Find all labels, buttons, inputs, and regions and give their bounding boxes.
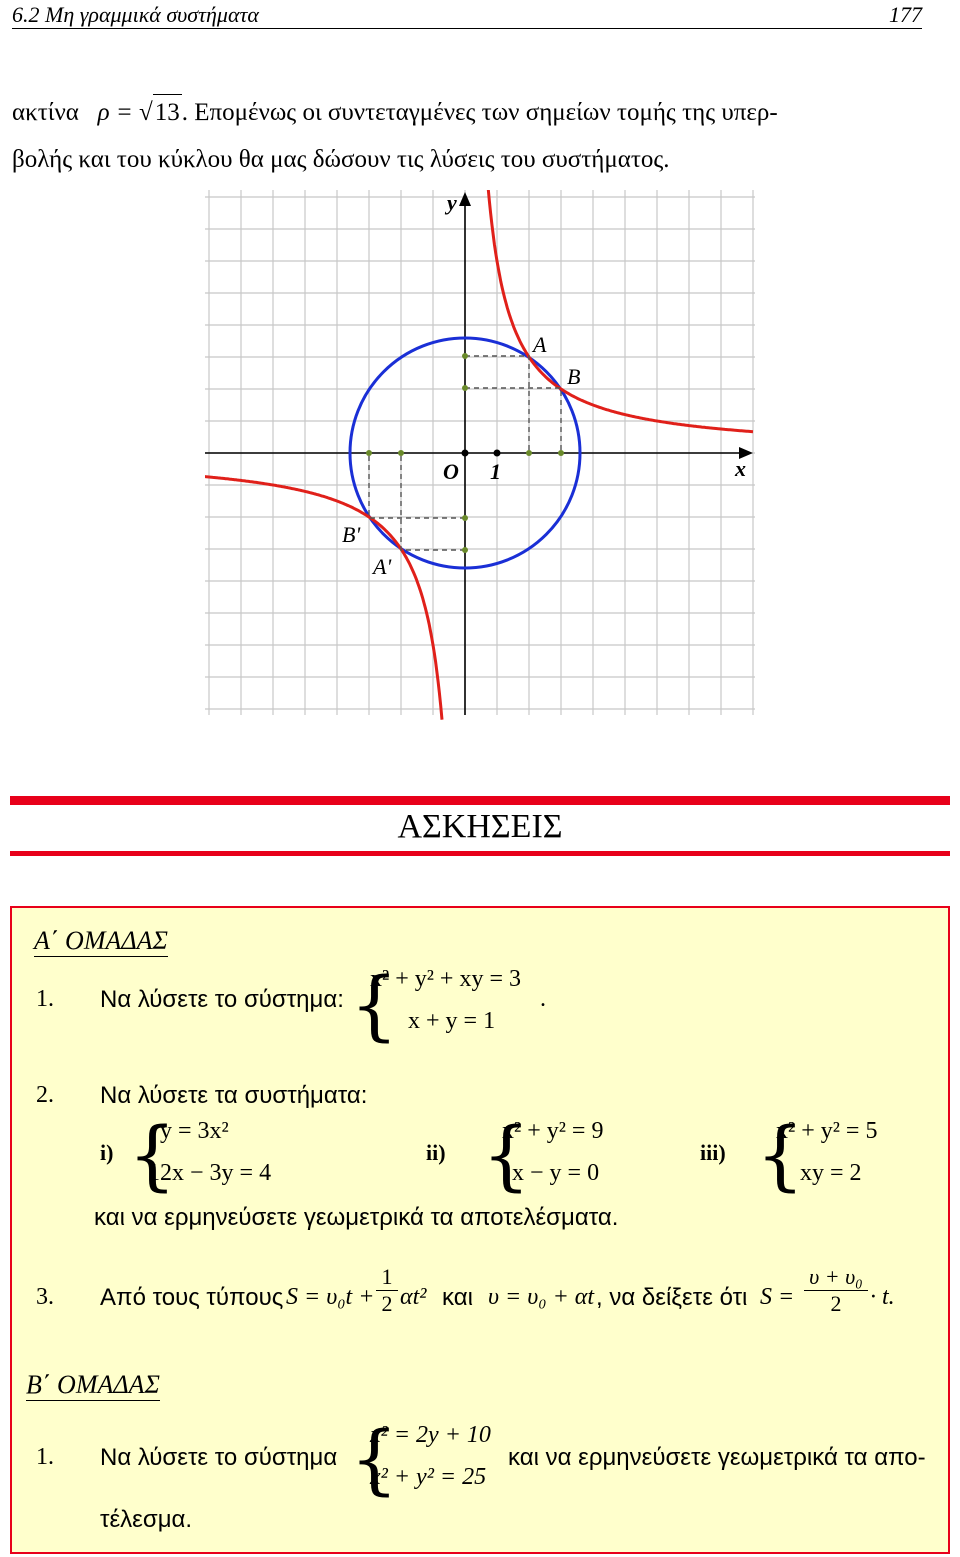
ex1-end: . [540,986,546,1012]
ex2-iii-eq2: xy = 2 [800,1160,862,1186]
b-ex1-number: 1. [36,1444,54,1470]
group-a-label: Α΄ ΟΜΑΔΑΣ [34,926,168,955]
intro-line-2: βολής και του κύκλου θα μας δώσουν τις λύσεις του συστήματος. [12,146,670,173]
exercises-title: ΑΣΚΗΣΕΙΣ [397,808,563,845]
ex2-iii-label: iii) [700,1140,726,1165]
intro-line-1: ακτίνα ρ = √13. Επομένως οι συντεταγμένες των σημείων τομής της υπερ- [12,94,942,131]
b-ex1-brace: { [350,1414,399,1503]
unit-label: 1 [490,459,501,484]
group-b-label: Β΄ ΟΜΑΔΑΣ [26,1370,160,1399]
point-b-label: B [567,364,581,389]
ex1-text: Να λύσετε το σύστημα: [100,986,344,1013]
section-rule-top [10,796,950,805]
ex3-text-a: Από τους τύπους [100,1284,284,1311]
unit-point [494,450,501,457]
b-ex1-text-a: Να λύσετε το σύστημα [100,1444,338,1471]
ex2-iii-eq1: x² + y² = 5 [776,1118,878,1144]
ex2-ii-label: ii) [426,1140,446,1165]
ex1-eq1: x² + y² + xy = 3 [370,966,521,992]
running-header [12,0,922,29]
point-a-prime-label: A' [373,554,392,579]
hyperbola-circle-figure [205,190,755,720]
intro-text-continued: . Επομένως οι συντεταγμένες των σημείων τομής της υπερ- [181,99,778,126]
ex2-i-brace: { [128,1110,177,1199]
b-ex1-eq1: x² = 2y + 10 [370,1422,491,1448]
frac2-numerator: υ + υ₀ [809,1264,863,1289]
ex2-i-eq2: 12x − 3y = 4 [148,1160,272,1186]
ex2-tail: και να ερμηνεύσετε γεωμετρικά τα αποτελέσματα. [94,1204,619,1231]
hyperbola-branch-positive [488,190,753,432]
b-ex1-eq2: x² + y² = 25 [370,1464,487,1490]
exercises-box [10,906,950,1554]
section-title: 6.2 Μη γραμμικά συστήματα [12,2,259,27]
point-b-prime-label: B' [342,522,361,547]
section-rule-bottom [10,851,950,856]
x-axis-label: x [735,456,746,481]
frac2-denominator: 2 [804,1290,868,1317]
ex3-fraction-velocity [804,1264,868,1317]
point-a-label: A [533,332,547,357]
ex3-formula1-a: S = υ₀t + [286,1284,375,1310]
sqrt-value: 13 [153,94,182,131]
ex3-formula2: υ = υ₀ + αt [488,1284,595,1310]
frac1-denominator: 2 [376,1290,398,1317]
ex2-text: Να λύσετε τα συστήματα: [100,1082,368,1109]
ex2-i-label: i) [100,1140,114,1165]
ex3-formula3-a: S = [760,1284,795,1310]
ex3-fraction-half [376,1264,398,1317]
ex3-formula3-b: · t. [870,1284,895,1310]
ex3-text-b: και [442,1284,473,1311]
origin-label: O [443,459,459,484]
b-ex1-text-c: τέλεσμα. [100,1506,193,1533]
y-axis-arrow [459,192,471,206]
ex2-ii-eq1: x² + y² = 9 [502,1118,604,1144]
ex2-i-eq1: y = 3x² [160,1118,229,1144]
rho-symbol: ρ = [97,99,133,126]
ex1-number: 1. [36,986,54,1012]
b-ex1-text-b: και να ερμηνεύσετε γεωμετρικά τα απο- [508,1444,926,1471]
ex1-brace: { [350,960,399,1049]
origin-point [462,450,469,457]
ex3-text-c: , να δείξετε ότι [596,1284,748,1311]
page-number: 177 [889,2,922,27]
y-axis-label: y [447,190,457,215]
intro-word: ακτίνα [12,99,79,126]
ex2-ii-eq2: x − y = 0 [512,1160,600,1186]
ex1-eq2: x + y = 1 [408,1008,496,1034]
ex2-number: 2. [36,1082,54,1108]
ex3-formula1-b: αt² [400,1284,427,1310]
ex2-iii-brace: { [756,1110,805,1199]
frac1-numerator: 1 [381,1264,393,1289]
ex3-number: 3. [36,1284,54,1310]
ex2-ii-brace: { [482,1110,531,1199]
